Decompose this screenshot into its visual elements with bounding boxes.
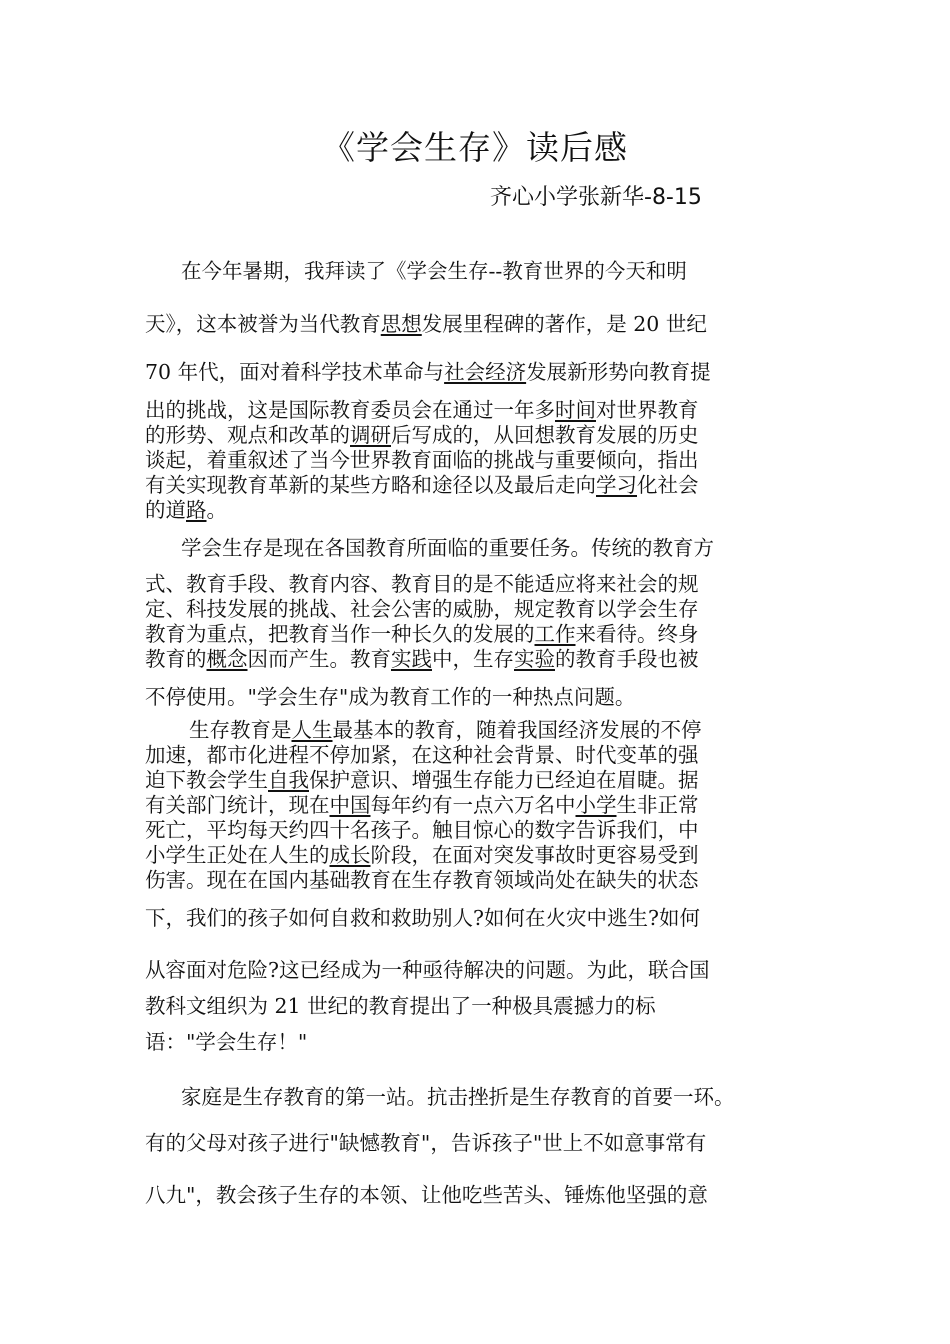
paragraph-3-line [145, 817, 699, 843]
paragraph-3-line [145, 767, 699, 793]
hyperlink-term[interactable]: 人生 [291, 718, 333, 742]
text-run: 有关实现教育革新的某些方略和途径以及最后走向 [145, 473, 596, 497]
text-run: 迫下教会学生 [145, 768, 268, 792]
text-run: 生非正常 [616, 793, 699, 817]
text-run: 家庭是生存教育的第一站。抗击挫折是生存教育的首要一环。 [181, 1085, 735, 1109]
document-title: 《学会生存》读后感 [322, 128, 628, 167]
paragraph-3-line [145, 957, 710, 983]
paragraph-3-line [145, 905, 700, 931]
text-run: 保护意识、增强生存能力已经迫在眉睫。据 [309, 768, 699, 792]
text-run: 定、科技发展的挑战、社会公害的威胁，规定教育以学会生存 [145, 597, 699, 621]
hyperlink-term[interactable]: 实践 [391, 647, 432, 671]
paragraph-1-line [145, 311, 707, 337]
text-run: 生存教育是 [189, 718, 292, 742]
hyperlink-term[interactable]: 调研 [350, 423, 391, 447]
hyperlink-term[interactable]: 自我 [268, 768, 309, 792]
paragraph-1-line [145, 472, 699, 498]
text-run: 加速，都市化进程不停加紧，在这种社会背景、时代变革的强 [145, 743, 699, 767]
text-run: 有的父母对孩子进行"缺憾教育"，告诉孩子"世上不如意事常有 [145, 1131, 707, 1155]
hyperlink-term[interactable]: 概念 [206, 647, 248, 671]
text-run: 式、教育手段、教育内容、教育目的是不能适应将来社会的规 [145, 572, 699, 596]
text-run: 死亡，平均每天约四十名孩子。触目惊心的数字告诉我们，中 [145, 818, 699, 842]
text-run: 天》，这本被誉为当代教育 [145, 312, 381, 336]
text-run: 语："学会生存！" [145, 1030, 308, 1054]
hyperlink-term[interactable]: 社会经济 [444, 360, 527, 384]
paragraph-1-line [181, 258, 687, 284]
text-run: 教育的 [145, 647, 207, 671]
paragraph-2-line [145, 571, 699, 597]
paragraph-3-line [145, 742, 699, 768]
text-run: 。 [206, 498, 227, 522]
paragraph-4-line [145, 1182, 708, 1208]
hyperlink-term[interactable]: 中国 [329, 793, 371, 817]
hyperlink-term[interactable]: 路 [186, 498, 207, 522]
paragraph-3-line [145, 993, 656, 1019]
text-run: 化社会 [637, 473, 699, 497]
text-run: 中，生存 [432, 647, 514, 671]
paragraph-3-line [145, 792, 699, 818]
text-run: 发展新形势向教育提 [526, 360, 711, 384]
paragraph-2-line [145, 646, 699, 672]
paragraph-2-line [145, 684, 635, 710]
text-run: 出的挑战，这是国际教育委员会在通过一年多 [145, 398, 555, 422]
text-run: 学会生存是现在各国教育所面临的重要任务。传统的教育方 [181, 536, 714, 560]
paragraph-1-line [145, 497, 227, 523]
paragraph-3-line [189, 717, 702, 743]
text-run: 在今年暑期，我拜读了《学会生存--教育世界的今天和明 [181, 259, 687, 283]
paragraph-1-line [145, 447, 699, 473]
text-run: 来看待。终身 [575, 622, 699, 646]
paragraph-1-line [145, 397, 699, 423]
text-run: 教育为重点，把教育当作一种长久的发展的 [145, 622, 535, 646]
hyperlink-term[interactable]: 时间 [555, 398, 596, 422]
text-run: 对世界教育 [596, 398, 699, 422]
text-run: 的道 [145, 498, 186, 522]
text-run: 的教育手段也被 [555, 647, 699, 671]
hyperlink-term[interactable]: 工作 [534, 622, 576, 646]
text-run: 70 年代，面对着科学技术革命与 [145, 360, 445, 384]
hyperlink-term[interactable]: 学习 [596, 473, 637, 497]
hyperlink-term[interactable]: 小学 [575, 793, 617, 817]
text-run: 从容面对危险?这已经成为一种亟待解决的问题。为此，联合国 [145, 958, 710, 982]
text-run: 有关部门统计，现在 [145, 793, 330, 817]
paragraph-1-line [145, 359, 711, 385]
hyperlink-term[interactable]: 实验 [514, 647, 555, 671]
paragraph-1-line [145, 422, 699, 448]
text-run: 的形势、观点和改革的 [145, 423, 350, 447]
paragraph-4-line [145, 1130, 706, 1156]
text-run: 下，我们的孩子如何自救和救助别人?如何在火灾中逃生?如何 [145, 906, 700, 930]
text-run: 每年约有一点六万名中 [370, 793, 576, 817]
text-run: 谈起，着重叙述了当今世界教育面临的挑战与重要倾向，指出 [145, 448, 699, 472]
paragraph-2-line [145, 621, 699, 647]
text-run: 教科文组织为 21 世纪的教育提出了一种极具震撼力的标 [145, 994, 656, 1018]
paragraph-3-line [145, 842, 699, 868]
text-run: 发展里程碑的著作，是 20 世纪 [421, 312, 707, 336]
text-run: 因而产生。教育 [247, 647, 391, 671]
text-run: 小学生正处在人生的 [145, 843, 330, 867]
text-run: 后写成的，从回想教育发展的历史 [391, 423, 699, 447]
paragraph-2-line [145, 596, 699, 622]
paragraph-3-line [145, 867, 699, 893]
hyperlink-term[interactable]: 思想 [380, 312, 422, 336]
document-byline: 齐心小学张新华-8-15 [490, 185, 702, 210]
paragraph-4-line [181, 1084, 735, 1110]
text-run: 最基本的教育，随着我国经济发展的不停 [332, 718, 702, 742]
text-run: 阶段，在面对突发事故时更容易受到 [370, 843, 699, 867]
text-run: 伤害。现在在国内基础教育在生存教育领域尚处在缺失的状态 [145, 868, 699, 892]
text-run: 八九"，教会孩子生存的本领、让他吃些苦头、锤炼他坚强的意 [145, 1183, 708, 1207]
paragraph-3-line [145, 1029, 307, 1055]
text-run: 不停使用。"学会生存"成为教育工作的一种热点问题。 [145, 685, 636, 709]
paragraph-2-line [181, 535, 714, 561]
hyperlink-term[interactable]: 成长 [329, 843, 371, 867]
